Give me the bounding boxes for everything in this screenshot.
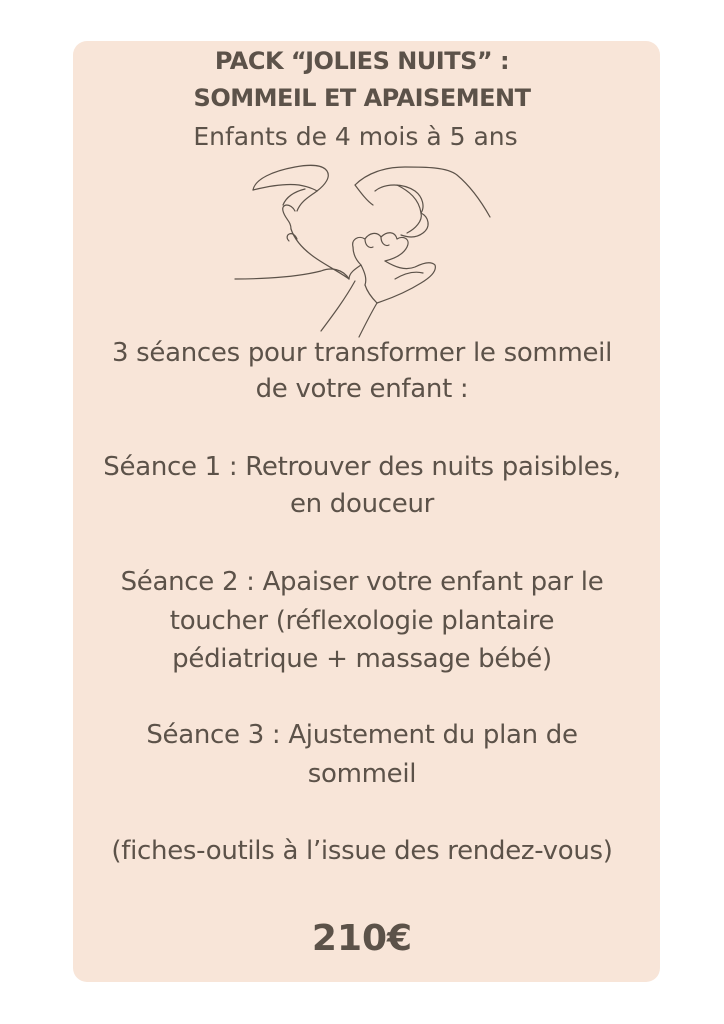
pack-title-line2: SOMMEIL ET APAISEMENT <box>193 84 531 112</box>
heart-hands-icon <box>225 155 500 340</box>
intro-line1: 3 séances pour transformer le sommeil <box>111 338 613 368</box>
session-2-line2: toucher (réflexologie plantaire <box>169 606 555 636</box>
session-2-line3: pédiatrique + massage bébé) <box>172 644 552 674</box>
age-range-subtitle: Enfants de 4 mois à 5 ans <box>193 122 518 151</box>
intro-line2: de votre enfant : <box>255 374 469 404</box>
tools-note: (fiches-outils à l’issue des rendez-vous) <box>111 836 613 866</box>
session-3-line1: Séance 3 : Ajustement du plan de <box>146 720 578 750</box>
session-2-line1: Séance 2 : Apaiser votre enfant par le <box>120 567 604 597</box>
session-1-line1: Séance 1 : Retrouver des nuits paisibles, <box>103 452 621 482</box>
price: 210€ <box>311 918 413 959</box>
pack-title-line1: PACK “JOLIES NUITS” : <box>214 47 510 75</box>
session-1-line2: en douceur <box>289 489 435 519</box>
session-3-line2: sommeil <box>307 759 417 789</box>
